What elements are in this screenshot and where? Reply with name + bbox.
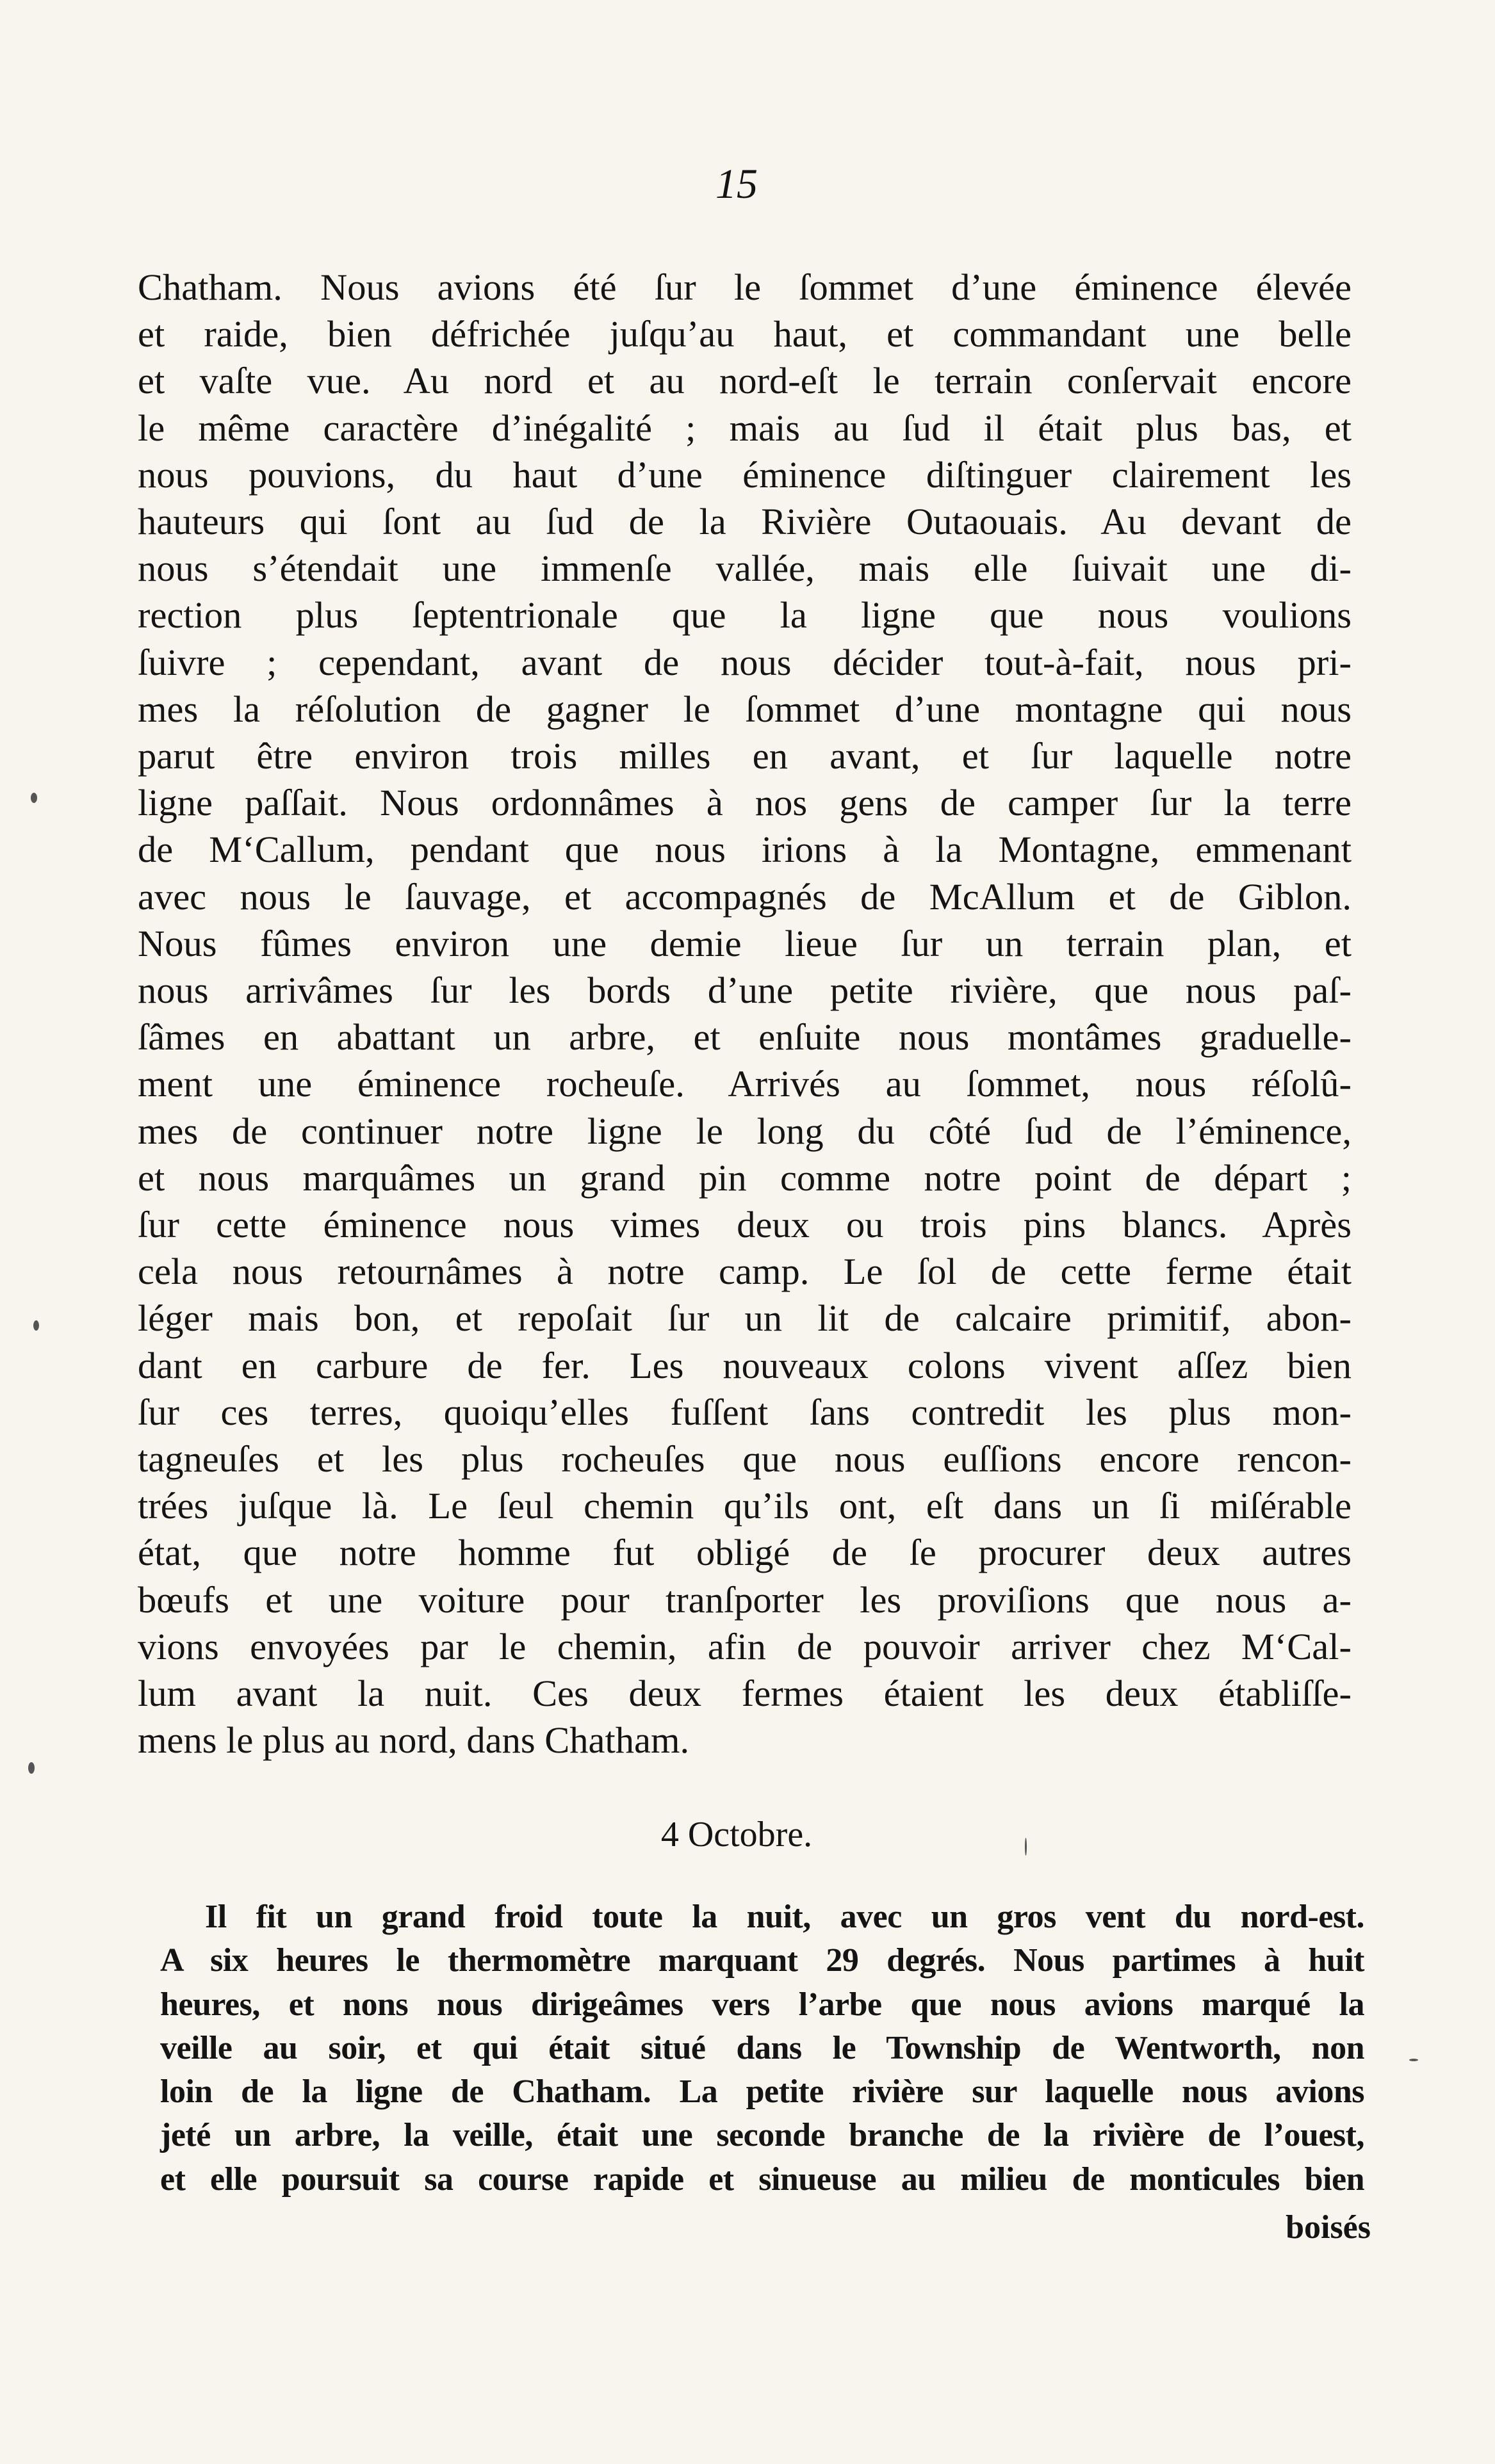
text-line: ſâmes en abattant un arbre, et enſuite nous montâmes graduelle- xyxy=(138,1016,1352,1058)
text-line: le même caractère d’inégalité ; mais au ſud il était plus bas, et xyxy=(138,407,1352,449)
text-line: et raide, bien défrichée juſqu’au haut, et commandant une belle xyxy=(138,313,1352,355)
text-line: cela nous retournâmes à notre camp. Le ſol de cette ferme était xyxy=(138,1251,1352,1293)
paper-speck xyxy=(1409,2059,1418,2061)
text-line: ſuivre ; cependant, avant de nous décider tout-à-fait, nous pri- xyxy=(138,641,1352,683)
paper-speck xyxy=(28,1762,35,1774)
text-line: léger mais bon, et repoſait ſur un lit de calcaire primitif, abon- xyxy=(138,1297,1352,1340)
text-line: veille au soir, et qui était situé dans le Township de Wentworth, non xyxy=(160,2029,1364,2066)
text-line: ſur cette éminence nous vimes deux ou trois pins blancs. Après xyxy=(138,1204,1352,1246)
text-line: trées juſque là. Le ſeul chemin qu’ils ont, eſt dans un ſi miſérable xyxy=(138,1485,1352,1527)
text-line: Nous fûmes environ une demie lieue ſur un terrain plan, et xyxy=(138,922,1352,964)
paper-speck xyxy=(1025,1838,1027,1856)
text-line: rection plus ſeptentrionale que la ligne que nous voulions xyxy=(138,594,1352,636)
text-line: A six heures le thermomètre marquant 29 degrés. Nous partimes à huit xyxy=(160,1942,1364,1979)
text-line: bœufs et une voiture pour tranſporter les proviſions que nous a- xyxy=(138,1578,1352,1621)
text-line: loin de la ligne de Chatham. La petite rivière sur laquelle nous avions xyxy=(160,2073,1364,2111)
date-heading: 4 Octobre. xyxy=(660,1815,813,1854)
body-paragraph xyxy=(138,264,1352,1764)
entry-paragraph xyxy=(160,1895,1364,2201)
text-line: Il fit un grand froid toute la nuit, avec un gros vent du nord-est. xyxy=(205,1899,1364,1935)
text-line: vions envoyées par le chemin, afin de pouvoir arriver chez M‘Cal- xyxy=(138,1625,1352,1667)
text-line: et elle poursuit sa course rapide et sinueuse au milieu de monticules bien xyxy=(160,2160,1364,2198)
text-line: nous pouvions, du haut d’une éminence diſtinguer clairement les xyxy=(138,453,1352,496)
text-line: nous arrivâmes ſur les bords d’une petite rivière, que nous paſ- xyxy=(138,969,1352,1012)
text-line: état, que notre homme fut obligé de ſe procurer deux autres xyxy=(138,1532,1352,1574)
text-line: mes de continuer notre ligne le long du côté ſud de l’éminence, xyxy=(138,1110,1352,1152)
text-line: ſur ces terres, quoiqu’elles fuſſent ſans contredit les plus mon- xyxy=(138,1391,1352,1433)
text-line: parut être environ trois milles en avant, et ſur laquelle notre xyxy=(138,735,1352,777)
text-line: avec nous le ſauvage, et accompagnés de McAllum et de Giblon. xyxy=(138,875,1352,918)
text-line: mens le plus au nord, dans Chatham. xyxy=(138,1719,690,1762)
text-line: ligne paſſait. Nous ordonnâmes à nos gens de camper ſur la terre xyxy=(138,782,1352,824)
text-line: dant en carbure de fer. Les nouveaux colons vivent aſſez bien xyxy=(138,1344,1352,1386)
text-line: tagneuſes et les plus rocheuſes que nous euſſions encore rencon- xyxy=(138,1438,1352,1480)
text-line: mes la réſolution de gagner le ſommet d’une montagne qui nous xyxy=(138,688,1352,730)
text-line: hauteurs qui ſont au ſud de la Rivière Outaouais. Au devant de xyxy=(138,501,1352,543)
catchword: boisés xyxy=(1286,2209,1371,2246)
text-line: Chatham. Nous avions été ſur le ſommet d’une éminence élevée xyxy=(138,266,1352,308)
text-line: nous s’étendait une immenſe vallée, mais elle ſuivait une di- xyxy=(138,547,1352,590)
text-line: de M‘Callum, pendant que nous irions à la Montagne, emmenant xyxy=(138,829,1352,871)
text-line: lum avant la nuit. Ces deux fermes étaient les deux établiſſe- xyxy=(138,1673,1352,1715)
text-line: et nous marquâmes un grand pin comme notre point de départ ; xyxy=(138,1156,1352,1199)
text-line: heures, et nons nous dirigeâmes vers l’arbe que nous avions marqué la xyxy=(160,1986,1364,2023)
page-number: 15 xyxy=(715,161,758,207)
paper-speck xyxy=(31,793,37,803)
paper-speck xyxy=(33,1320,39,1331)
text-line: jeté un arbre, la veille, était une seconde branche de la rivière de l’ouest, xyxy=(160,2117,1364,2154)
text-line: et vaſte vue. Au nord et au nord-eſt le terrain conſervait encore xyxy=(138,360,1352,402)
text-line: ment une éminence rocheuſe. Arrivés au ſommet, nous réſolû- xyxy=(138,1063,1352,1105)
